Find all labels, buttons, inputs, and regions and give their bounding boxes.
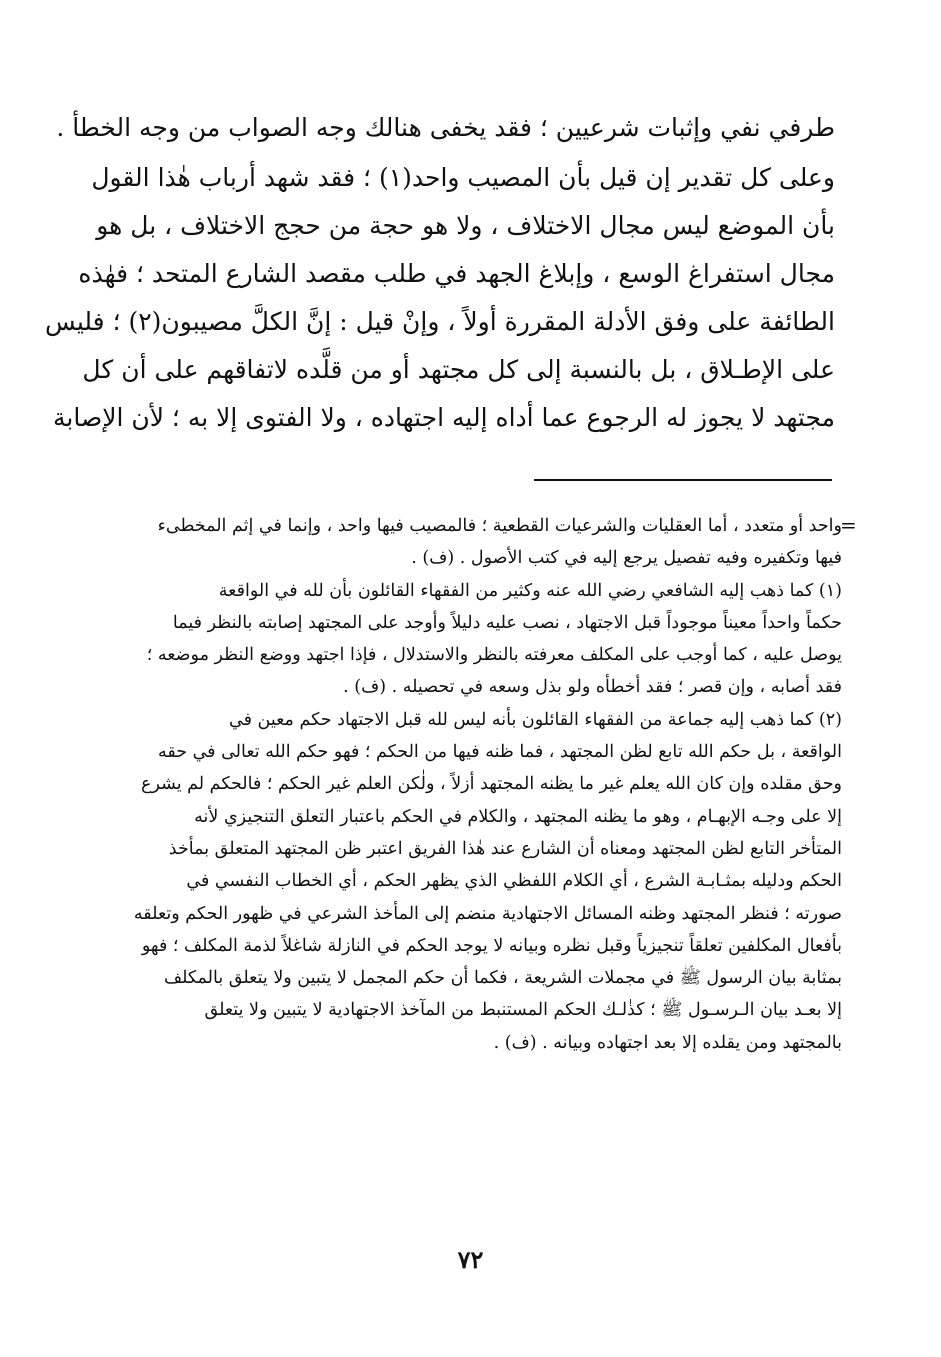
footnote-2-line: (٢) كما ذهب إليه جماعة من الفقهاء القائلون بأنه ليس لله قبل الاجتهاد حكم معين في: [228, 709, 842, 730]
footnote-2-line: الحكم ودليله بمثـابـة الشرع ، أي الكلام اللفظي الذي يظهر الحكم ، أي الخطاب النفسي في: [186, 871, 842, 892]
footnote-1-line: حكماً واحداً معيناً موجوداً قبل الاجتهاد ، نصب عليه دليلاً وأوجد على المجتهد إصابته بالنظر فيما: [172, 612, 842, 633]
footnote-2-line: بأفعال المكلفين تعلقاً تنجيزياً وقبل نظره وبيانه لا يوجد الحكم في النازلة شاغلاً لذمة المكلف ؛ فهو: [141, 935, 842, 956]
main-text-line: بأن الموضع ليس مجال الاختلاف ، ولا هو حجة من حجج الاختلاف ، بل هو: [96, 211, 835, 240]
footnote-line: واحد أو متعدد ، أما العقليات والشرعيات القطعية ؛ فالمصيب فيها واحد ، وإنما في إثم المخطىء: [157, 516, 842, 536]
footnote-1-line: فقد أصابه ، وإن قصر ؛ فقد أخطأه ولو بذل وسعه في تحصيله . (ف) .: [343, 677, 842, 698]
footnote-2-line: إلا على وجـه الإبهـام ، وهو ما يظنه المجتهد ، والكلام في الحكم باعتبار التعلق التنجيزي لأنه: [194, 806, 842, 827]
footnote-separator: [534, 479, 832, 481]
footnote-2-line: الواقعة ، بل حكم الله تابع لظن المجتهد ، فما ظنه فيها من الحكم ؛ فهو حكم الله تعالى في حقه: [157, 742, 842, 763]
footnotes-section: [105, 510, 842, 1059]
main-text-line: طرفي نفي وإثبات شرعيين ؛ فقد يخفى هنالك وجه الصواب من وجه الخطأ .: [56, 113, 835, 142]
footnote-2-line: وحق مقلده وإن كان الله يعلم غير ما يظنه المجتهد أزلاً ، ولٰكن العلم غير الحكم ؛ فالحكم لم يشرع: [141, 774, 842, 795]
main-text-line: مجتهد لا يجوز له الرجوع عما أداه إليه اجتهاده ، ولا الفتوى إلا به ؛ لأن الإصابة: [53, 403, 835, 432]
footnote-continuation-mark: =: [840, 513, 857, 537]
main-body-text: [44, 104, 835, 442]
footnote-1-line: يوصل عليه ، كما أوجب على المكلف معرفته بالنظر والاستدلال ، فإذا اجتهد ووضع النظر موضعه ؛: [146, 645, 842, 666]
footnote-2-line: صورته ؛ فنظر المجتهد وظنه المسائل الاجتهادية منضم إلى المأخذ الشرعي في ظهور الحكم وتعلقه: [133, 903, 842, 924]
footnote-line: فيها وتكفيره وفيه تفصيل يرجع إليه في كتب الأصول . (ف) .: [411, 548, 842, 569]
main-text-line: مجال استفراغ الوسع ، وإبلاغ الجهد في طلب مقصد الشارع المتحد ؛ فهٰذه: [78, 259, 835, 288]
footnote-2-line: بمثابة بيان الرسول ﷺ في مجملات الشريعة ، فكما أن حكم المجمل لا يتبين ولا يتعلق بالمكلف: [163, 968, 842, 989]
main-text-line: وعلى كل تقدير إن قيل بأن المصيب واحد(١) ؛ فقد شهد أرباب هٰذا القول: [91, 163, 835, 192]
footnote-2-line: المتأخر التابع لظن المجتهد ومعناه أن الشارع عند هٰذا الفريق اعتبر ظن المجتهد المتعلق بمأخذ: [168, 838, 842, 859]
main-text-line: الطائفة على وفق الأدلة المقررة أولاً ، وإنْ قيل : إنَّ الكلَّ مصيبون(٢) ؛ فليس: [44, 307, 835, 336]
footnote-2-line: بالمجتهد ومن يقلده إلا بعد اجتهاده وبيانه . (ف) .: [493, 1032, 842, 1053]
footnote-1-line: (١) كما ذهب إليه الشافعي رضي الله عنه وكثير من الفقهاء القائلون بأن لله في الواقعة: [218, 580, 842, 601]
main-text-line: على الإطـلاق ، بل بالنسبة إلى كل مجتهد أو من قلَّده لاتفاقهم على أن كل: [82, 355, 835, 384]
footnote-2-line: إلا بعـد بيان الـرسـول ﷺ ؛ كذٰلـك الحكم المستنبط من المآخذ الاجتهادية لا يتبين ولا يتعلق: [204, 1000, 842, 1021]
page-number: ٧٢: [457, 1245, 484, 1274]
